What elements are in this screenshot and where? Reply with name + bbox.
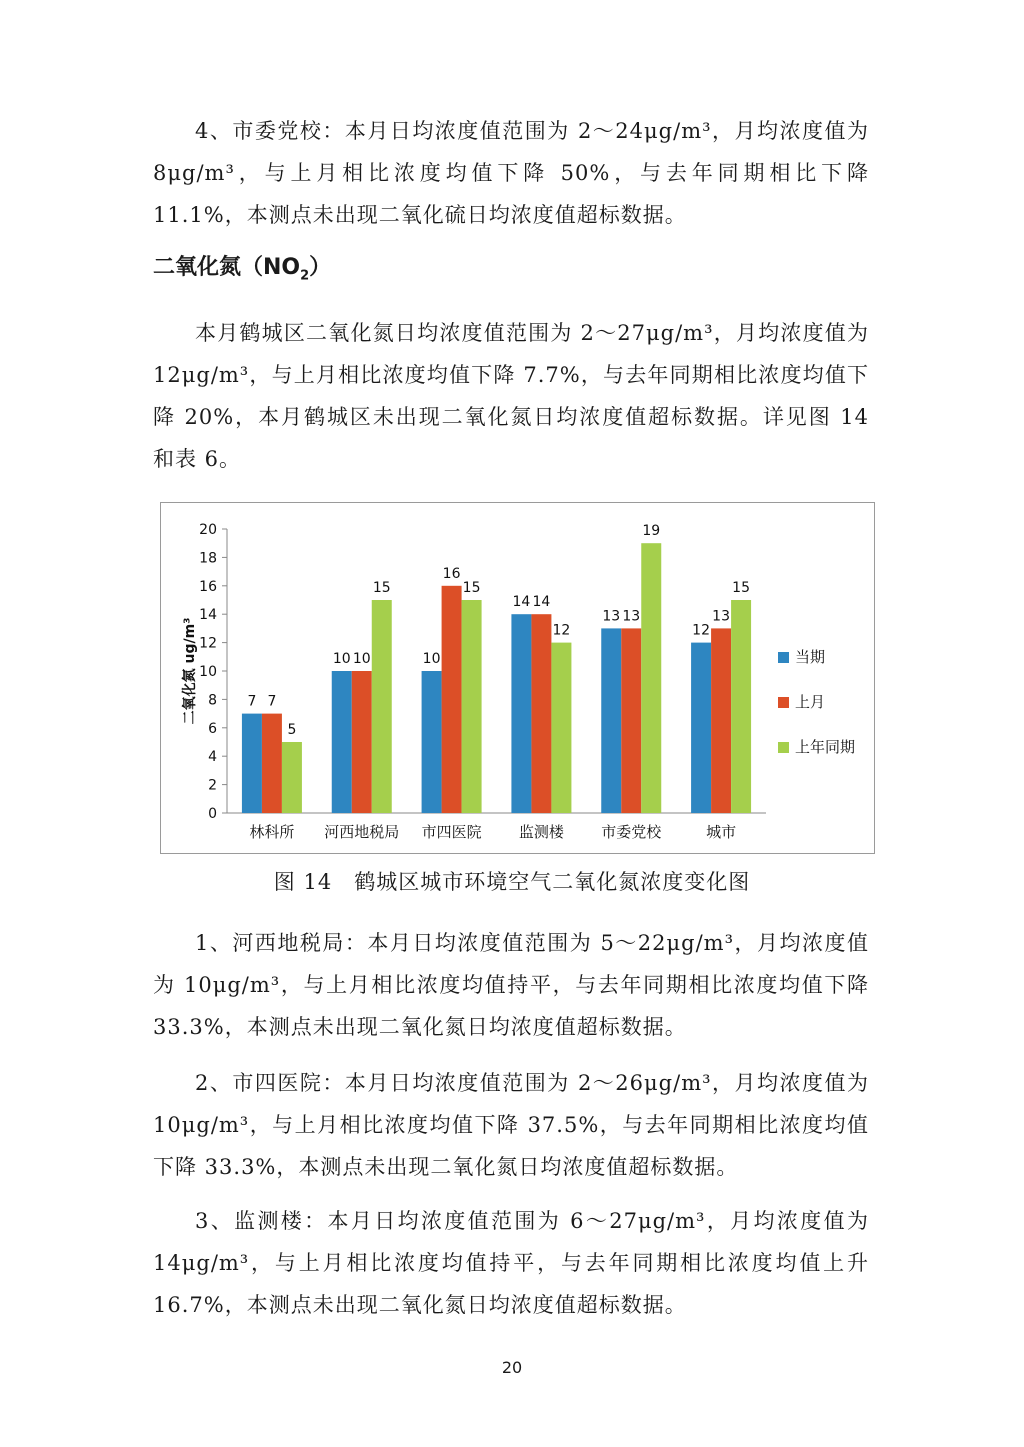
data-label-2-5: 15 <box>732 580 750 596</box>
y-tick-label: 14 <box>199 607 217 624</box>
data-label-2-2: 15 <box>462 580 481 596</box>
bar-1-4 <box>621 628 641 813</box>
y-tick-label: 10 <box>199 664 217 680</box>
data-label-2-3: 12 <box>552 622 571 639</box>
data-label-2-1: 15 <box>372 580 391 596</box>
data-label-1-2: 16 <box>442 565 461 582</box>
bar-2-3 <box>551 643 571 813</box>
page-number: 20 <box>501 1358 523 1377</box>
heading-text: 二氧化氮（NO <box>153 255 301 280</box>
figure-caption: 图 14 鹤城区城市环境空气二氧化氮浓度变化图 <box>273 870 751 894</box>
y-tick-label: 4 <box>208 749 217 766</box>
bar-0-1 <box>332 671 352 813</box>
bar-0-4 <box>601 628 621 813</box>
category-label-0: 林科所 <box>249 823 295 841</box>
data-label-1-5: 13 <box>712 608 730 625</box>
y-tick-label: 16 <box>199 578 217 595</box>
data-label-0-5: 12 <box>692 622 710 639</box>
data-label-0-2: 10 <box>422 651 441 667</box>
legend-swatch-1 <box>778 697 789 708</box>
y-tick-label: 8 <box>208 692 217 709</box>
heading-close: ） <box>309 255 332 280</box>
data-label-1-3: 14 <box>532 594 551 611</box>
bar-2-5 <box>731 600 751 813</box>
bar-0-2 <box>422 671 442 813</box>
bar-1-5 <box>711 628 731 813</box>
data-label-2-0: 5 <box>287 722 297 738</box>
bar-0-0 <box>242 714 262 813</box>
bar-0-5 <box>691 643 711 813</box>
y-tick-label: 18 <box>199 550 217 567</box>
legend-label-1: 上月 <box>795 693 826 711</box>
data-label-0-1: 10 <box>332 651 351 667</box>
data-label-0-0: 7 <box>247 693 257 710</box>
y-axis-label <box>181 618 198 725</box>
paragraph-no2-summary: 本月鹤城区二氧化氮日均浓度值范围为 2～27μg/m³，月均浓度值为 12μg/m³，与上月相比浓度均值下降 7.7%，与去年同期相比浓度均值下降 20%，本月鹤城区未出现二氧化氮日均浓度值超标数据。详见图 14 和表 6。 <box>153 321 869 471</box>
paragraph-station-3: 3、监测楼：本月日均浓度值范围为 6～27μg/m³，月均浓度值为 14μg/m³，与上月相比浓度均值持平，与去年同期相比浓度均值上升 16.7%，本测点未出现二氧化氮日均浓度值超标数据。 <box>153 1209 869 1317</box>
category-label-1: 河西地税局 <box>324 823 400 841</box>
legend-label-0: 当期 <box>795 648 826 666</box>
paragraph-station-2: 2、市四医院：本月日均浓度值范围为 2～26μg/m³，月均浓度值为 10μg/m³，与上月相比浓度均值下降 37.5%，与去年同期相比浓度均值下降 33.3%，本测点未出现二氧化氮日均浓度值超标数据。 <box>153 1071 869 1179</box>
y-tick-label: 0 <box>208 806 217 822</box>
data-label-0-3: 14 <box>512 594 531 611</box>
data-label-1-0: 7 <box>267 693 277 710</box>
data-label-1-4: 13 <box>622 608 641 625</box>
paragraph-sanitary-school: 4、市委党校：本月日均浓度值范围为 2～24μg/m³，月均浓度值为 8μg/m³，与上月相比浓度均值下降 50%，与去年同期相比下降 11.1%，本测点未出现二氧化硫日均浓度值超标数据。 <box>153 119 869 227</box>
legend-swatch-2 <box>778 742 789 753</box>
bar-2-4 <box>641 543 661 813</box>
category-label-5: 城市 <box>706 823 737 841</box>
bar-2-1 <box>372 600 392 813</box>
section-heading-no2 <box>153 250 331 283</box>
y-axis-label-text: 二氧化氮 <box>182 663 198 725</box>
legend-label-2: 上年同期 <box>795 738 856 756</box>
bar-2-2 <box>462 600 482 813</box>
bar-1-2 <box>442 586 462 813</box>
data-label-0-4: 13 <box>602 608 621 625</box>
y-axis-label-unit: ug/m³ <box>182 617 198 664</box>
y-tick-label: 6 <box>208 720 217 737</box>
heading-subscript: 2 <box>300 268 310 284</box>
y-tick-label: 12 <box>199 635 217 652</box>
bar-1-1 <box>352 671 372 813</box>
no2-bar-chart <box>160 502 875 854</box>
data-label-1-1: 10 <box>352 651 371 667</box>
y-tick-label: 20 <box>199 522 217 538</box>
bar-1-0 <box>262 714 282 813</box>
bar-0-3 <box>511 614 531 813</box>
legend-swatch-0 <box>778 652 789 663</box>
category-label-3: 监测楼 <box>518 823 564 841</box>
category-label-4: 市委党校 <box>601 823 662 841</box>
category-label-2: 市四医院 <box>421 823 482 841</box>
paragraph-station-1: 1、河西地税局：本月日均浓度值范围为 5～22μg/m³，月均浓度值为 10μg/m³，与上月相比浓度均值持平，与去年同期相比浓度均值下降 33.3%，本测点未出现二氧化氮日均浓度值超标数据。 <box>153 931 869 1039</box>
y-tick-label: 2 <box>208 777 217 794</box>
data-label-2-4: 19 <box>642 523 661 540</box>
bar-1-3 <box>531 614 551 813</box>
bar-2-0 <box>282 742 302 813</box>
chart-svg <box>161 503 874 853</box>
